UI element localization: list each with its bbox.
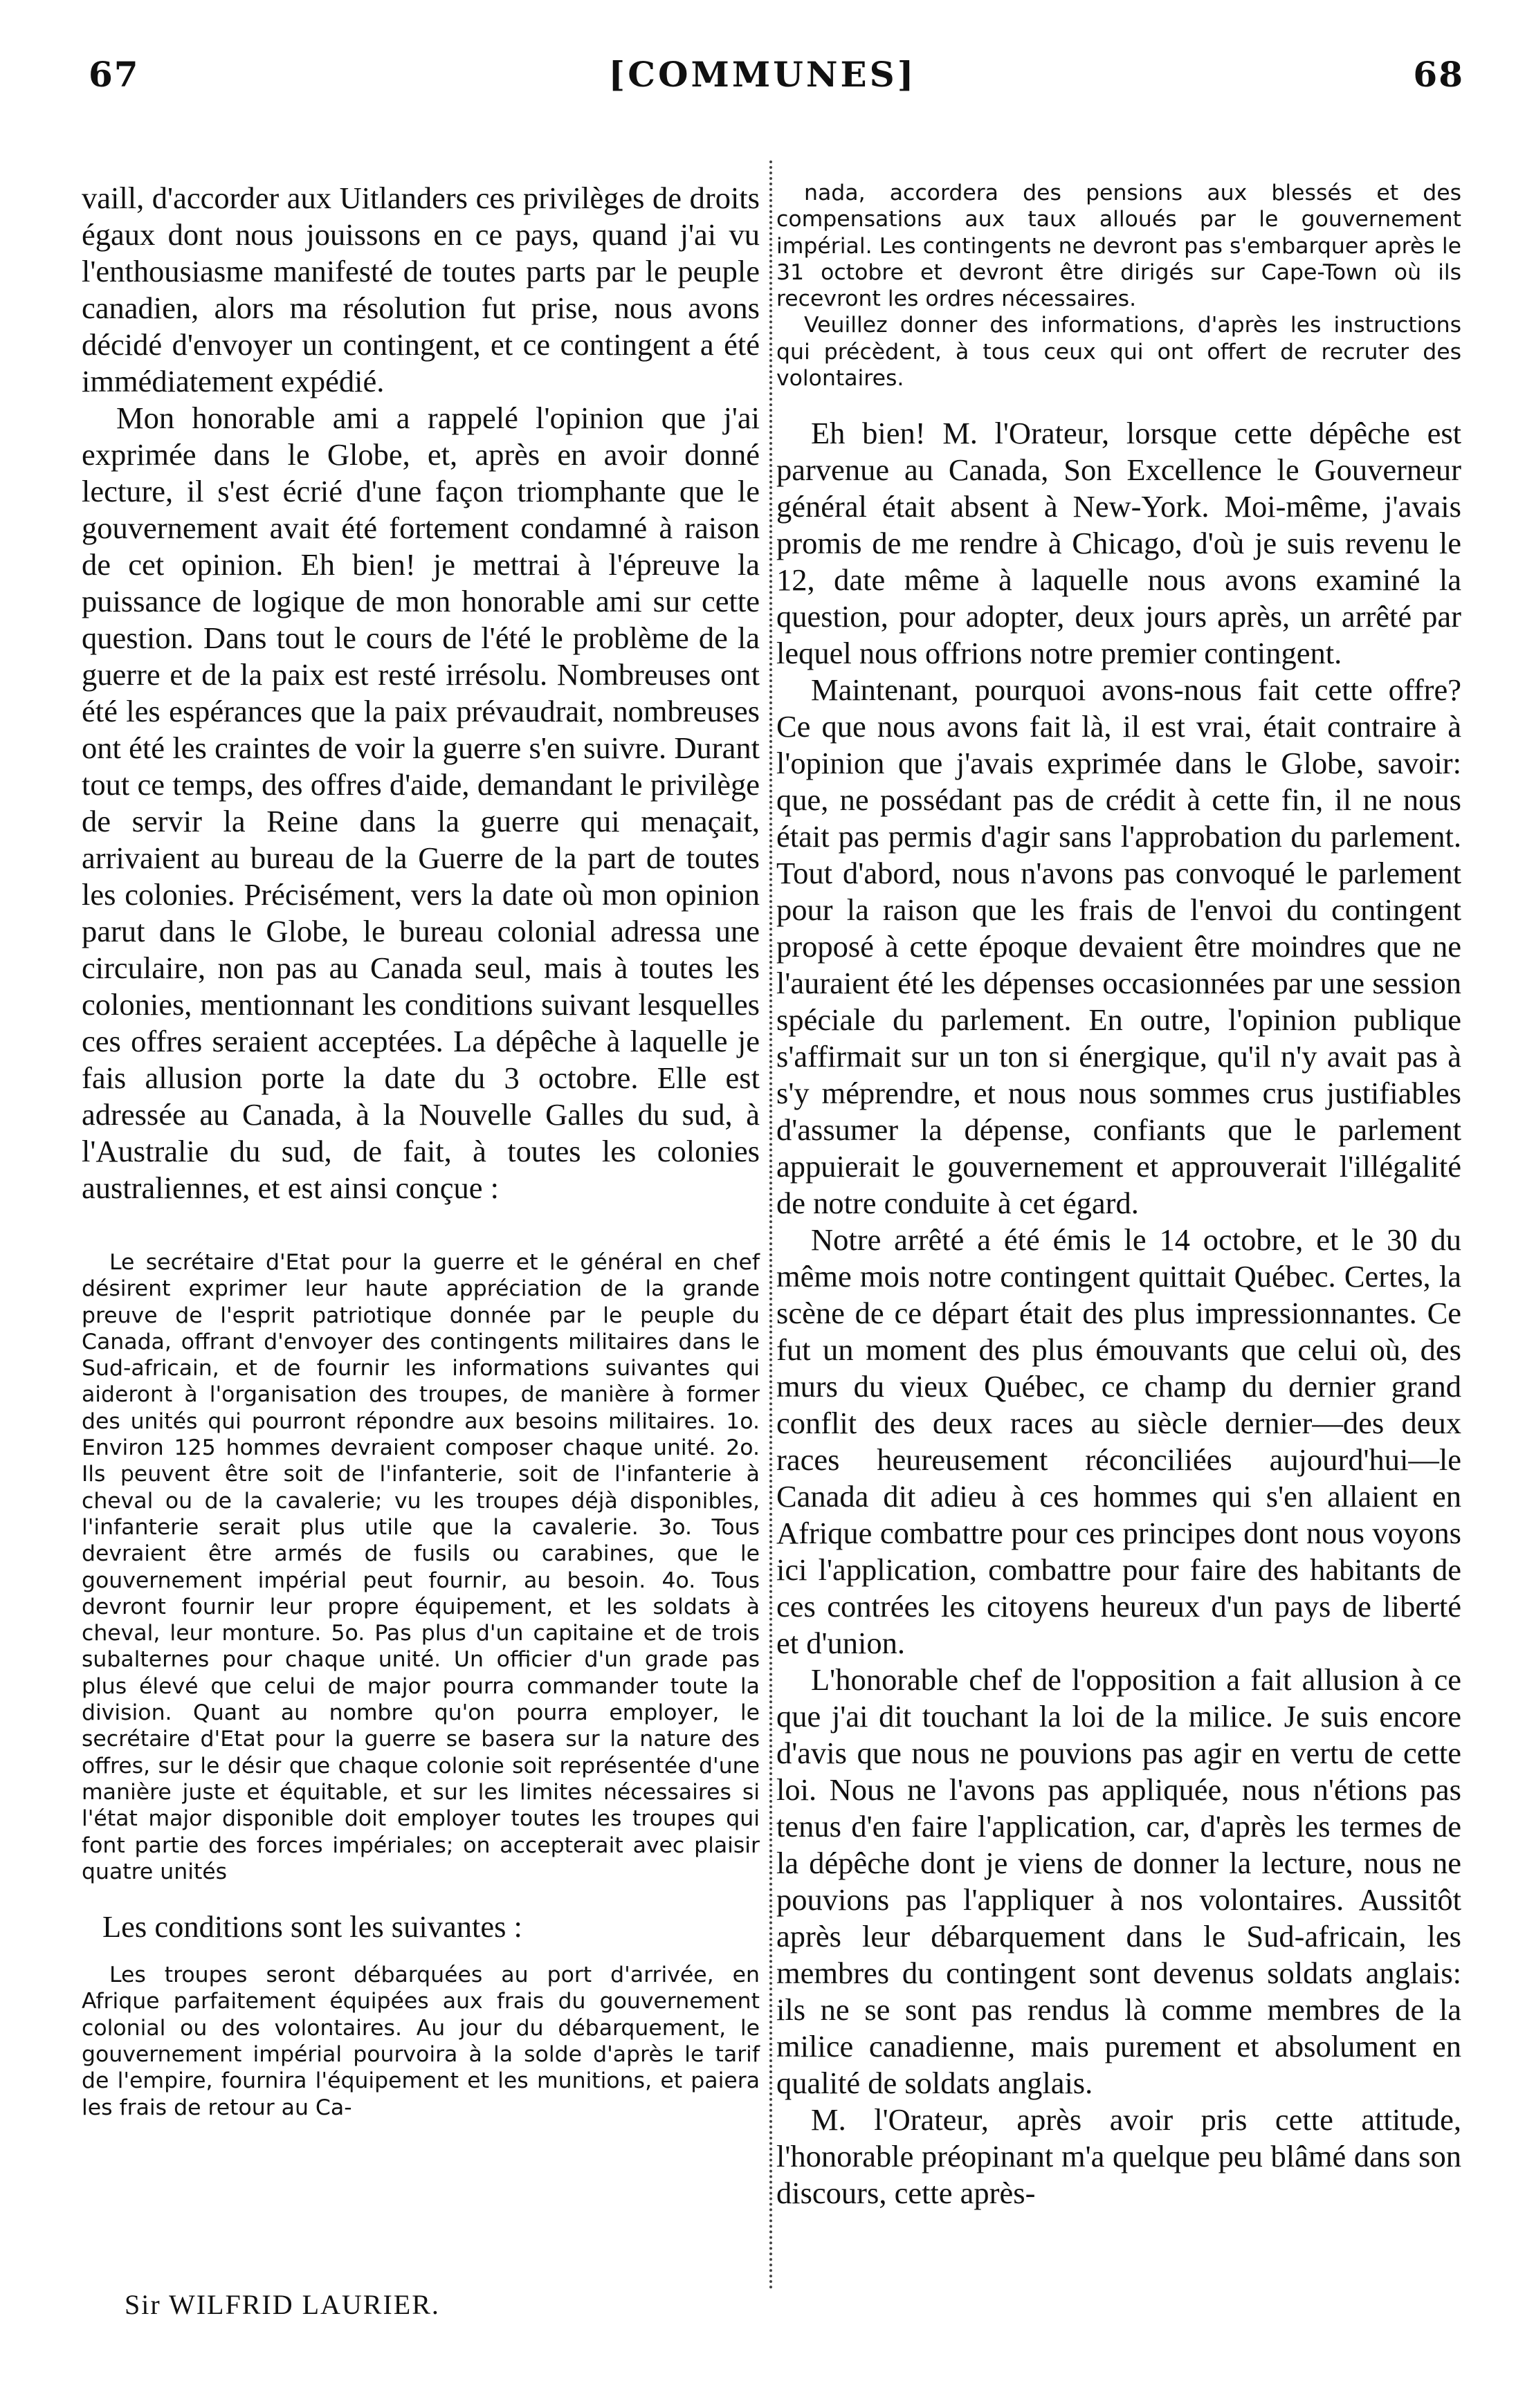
speaker-signature: Sir WILFRID LAURIER. — [125, 2289, 440, 2320]
paragraph: Mon honorable ami a rappelé l'opinion que j'ai exprimée dans le Globe, et, après en avoir donné lecture, il s'est écrié d'une façon triomphante que le gouvernement avait été fortement condamné à raison de cet opinion. Eh bien! je mettrai à l'épreuve la puissance de logique de mon honorable ami sur cette question. Dans tout le cours de l'été le problème de la guerre et de la paix est resté irrésolu. Nombreuses ont été les espérances que la paix prévaudrait, nombreuses ont été les craintes de voir la guerre s'en suivre. Durant tout ce temps, des offres d'aide, demandant le privilège de servir la Reine dans la guerre qui menaçait, arrivaient au bureau de la Guerre de la part de toutes les colonies. Précisément, vers la date où mon opinion parut dans le Globe, le bureau colonial adressa une circulaire, non pas au Canada seul, mais à toutes les colonies, mentionnant les conditions suivant lesquelles ces offres seraient acceptées. La dépêche à laquelle je fais allusion porte la date du 3 octobre. Elle est adressée au Canada, à la Nouvelle Galles du sud, à l'Australie du sud, de fait, à toutes les colonies australiennes, et est ainsi conçue : — [82, 401, 760, 1205]
conditions-heading: Les conditions sont les suivantes : — [102, 1909, 522, 1945]
paragraph: vaill, d'accorder aux Uitlanders ces privilèges de droits égaux dont nous jouissons en ce pays, quand j'ai vu l'enthousiasme manifesté de toutes parts par le peuple canadien, alors ma résolution fut prise, nous avons décidé d'envoyer un contingent, et ce contingent a été immédiatement expédié. — [82, 181, 760, 398]
column-divider — [769, 160, 772, 2291]
paragraph: M. l'Orateur, après avoir pris cette attitude, l'honorable préopinant m'a quelque peu blâmé dans son discours, cette après- — [776, 2102, 1461, 2211]
paragraph: Eh bien! M. l'Orateur, lorsque cette dépêche est parvenue au Canada, Son Excellence le Gouverneur général était absent à New-York. Moi-même, j'avais promis de me rendre à Chicago, d'où je suis revenu le 12, date même à laquelle nous avons examiné la question, pour adopter, deux jours après, un arrêté par lequel nous offrions notre premier contingent. — [776, 416, 1461, 671]
quoted-conditions: Les troupes seront débarquées au port d'arrivée, en Afrique parfaitement équipées aux frais du gouvernement colonial ou des volontaires. Au jour du débarquement, le gouvernement impérial pourvoira à la solde d'après le tarif de l'empire, fournira l'équipement et les munitions, et paiera les frais de retour au Ca- — [82, 1963, 760, 2120]
paragraph: Maintenant, pourquoi avons-nous fait cette offre? Ce que nous avons fait là, il est vrai, était contraire à l'opinion que j'avais exprimée dans le Globe, savoir: que, ne possédant pas de crédit à cette fin, il ne nous était pas permis d'agir sans l'approbation du parlement. Tout d'abord, nous n'avons pas convoqué le parlement pour la raison que les frais de l'envoi du contingent proposé à cette époque devaient être moindres que ne l'auraient été les dépenses occasionnées par une session spéciale du parlement. En outre, l'opinion publique s'affirmait sur un ton si énergique, qu'il n'y avait pas à s'y méprendre, et nous nous sommes crus justifiables d'assumer la dépense, confiants que le parlement appuierait le gouvernement et approuverait l'illégalité de notre conduite à cet égard. — [776, 672, 1461, 1221]
paragraph: L'honorable chef de l'opposition a fait allusion à ce que j'ai dit touchant la loi de la milice. Je suis encore d'avis que nous ne pouvions pas agir en vertu de cette loi. Nous ne l'avons pas appliquée, nous n'étions pas tenus d'en faire l'application, car, d'après les termes de la dépêche dont je viens de donner la lecture, nous ne pouvions pas l'appliquer à nos volontaires. Aussitôt après leur débarquement dans le Sud-africain, les membres du contingent sont devenus soldats anglais: ils ne se sont pas rendus là comme membres de la milice canadienne, mais purement et absolument en qualité de soldats anglais. — [776, 1662, 1461, 2101]
running-header — [0, 0, 1525, 104]
quoted-conditions-continued: nada, accordera des pensions aux blessés et des compensations aux taux alloués par le gouvernement impérial. Les contingents ne devront pas s'embarquer après le 31 octobre et devront être dirigés sur Cape-Town où ils recevront les ordres nécessaires. — [776, 181, 1461, 312]
paragraph: Notre arrêté a été émis le 14 octobre, et le 30 du même mois notre contingent quittait Québec. Certes, la scène de ce départ était des plus impressionnantes. Ce fut un moment des plus émouvants que celui où, des murs du vieux Québec, ce champ du dernier grand conflit des deux races au siècle dernier—des deux races heureusement réconciliées aujourd'hui—le Canada dit adieu à ces hommes qui s'en allaient en Afrique combattre pour ces principes dont nous voyons ici l'application, combattre pour faire des habitants de ces contrées les citoyens heureux d'un pays de liberté et d'union. — [776, 1222, 1461, 1661]
right-column — [776, 180, 1461, 2212]
right-page-number: 68 — [1413, 54, 1464, 95]
quoted-dispatch: Le secrétaire d'Etat pour la guerre et le général en chef désirent exprimer leur haute appréciation de la grande preuve de l'esprit patriotique donnée par le peuple du Canada, offrant d'envoyer des contingents militaires dans le Sud-africain, et de fournir les informations suivantes qui aideront à l'organisation des troupes, de manière à former des unités qui pourront répondre aux besoins militaires. 1o. Environ 125 hommes devraient composer chaque unité. 2o. Ils peuvent être soit de l'infanterie, soit de l'infanterie à cheval ou de la cavalerie; vu les troupes déjà disponibles, l'infanterie serait plus utile que la cavalerie. 3o. Tous devraient être armés de fusils ou carabines, que le gouvernement impérial peut fournir, au besoin. 4o. Tous devront fournir leur propre équipement, et les soldats à cheval, leur monture. 5o. Pas plus d'un capitaine et de trois subalternes pour chaque unité. Un officier d'un grade pas plus élevé que celui de major pourra commander toute la division. Quant au nombre qu'on pourra employer, le secrétaire d'Etat pour la guerre se basera sur la nature des offres, sur le désir que chaque colonie soit représentée d'une manière juste et équitable, et sur les limites nécessaires si l'état major disponible doit employer toutes les troupes qui font partie des forces impériales; on accepterait avec plaisir quatre unités — [82, 1250, 760, 1884]
left-page-number: 67 — [89, 54, 140, 95]
quoted-instructions: Veuillez donner des informations, d'après les instructions qui précèdent, à tous ceux qui ont offert de recruter des volontaires. — [776, 313, 1461, 392]
page-title: [COMMUNES] — [608, 54, 917, 95]
left-column — [82, 180, 760, 2121]
